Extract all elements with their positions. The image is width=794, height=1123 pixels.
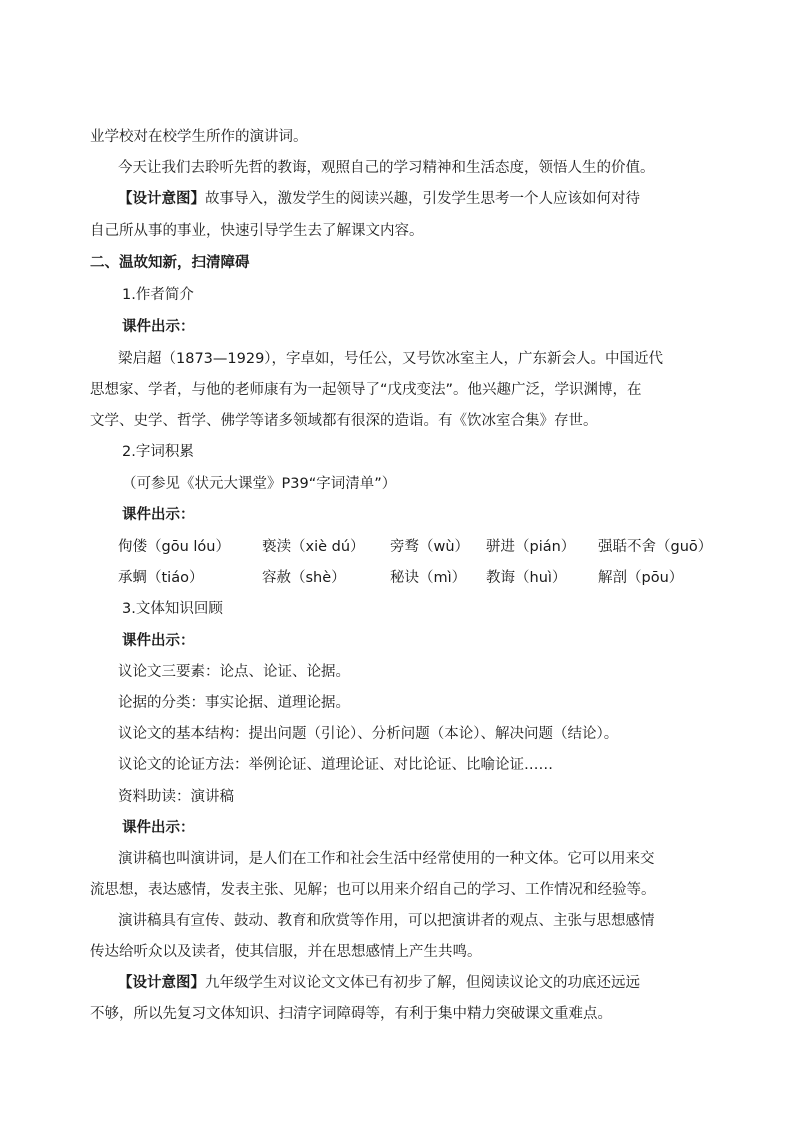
design-intent-tag: 【设计意图】 <box>118 975 205 991</box>
section-heading: 二、温故知新，扫清障碍 <box>90 255 250 271</box>
subsection-heading: 1.作者简介 <box>122 287 194 303</box>
text-line: 文学、史学、哲学、佛学等诸多领域都有很深的造诣。有《饮冰室合集》存世。 <box>90 413 598 429</box>
text-line: 论据的分类：事实论据、道理论据。 <box>118 695 350 711</box>
text-line: 不够，所以先复习文体知识、扫清字词障碍等，有利于集中精力突破课文重难点。 <box>90 1006 612 1022</box>
word-item: 秘诀（mì） <box>390 570 467 586</box>
text-line: 今天让我们去聆听先哲的教诲，观照自己的学习精神和生活态度，领悟人生的价值。 <box>118 160 655 176</box>
text-line: 议论文的论证方法：举例论证、道理论证、对比论证、比喻论证…… <box>118 757 553 773</box>
text-line: 流思想，表达感情，发表主张、见解；也可以用来介绍自己的学习、工作情况和经验等。 <box>90 882 656 898</box>
text-line: 演讲稿具有宣传、鼓动、教育和欣赏等作用，可以把演讲者的观点、主张与思想感情 <box>118 913 655 929</box>
design-intent-text: 九年级学生对议论文文体已有初步了解，但阅读议论文的功底还远远 <box>205 975 640 991</box>
word-item: 旁骛（wù） <box>390 539 470 555</box>
word-item: 承蜩（tiáo） <box>118 570 204 586</box>
text-line: 议论文的基本结构：提出问题（引论）、分析问题（本论）、解决问题（结论）。 <box>118 726 619 742</box>
courseware-label: 课件出示： <box>122 633 195 649</box>
courseware-label: 课件出示： <box>122 319 195 335</box>
subsection-heading: 3.文体知识回顾 <box>122 601 223 617</box>
text-line: 演讲稿也叫演讲词，是人们在工作和社会生活中经常使用的一种文体。它可以用来交 <box>118 851 655 867</box>
text-line: 业学校对在校学生所作的演讲词。 <box>90 129 308 145</box>
design-intent-tag: 【设计意图】 <box>118 191 205 207</box>
text-line: 思想家、学者，与他的老师康有为一起领导了“戊戌变法”。他兴趣广泛，学识渊博，在 <box>90 382 642 398</box>
text-line: 梁启超（1873—1929），字卓如，号任公，又号饮冰室主人，广东新会人。中国近代 <box>118 351 664 367</box>
word-item: 教诲（huì） <box>486 570 567 586</box>
text-line: 议论文三要素：论点、论证、论据。 <box>118 664 350 680</box>
reference-note: （可参见《状元大课堂》P39“字词清单”） <box>122 476 397 492</box>
courseware-label: 课件出示： <box>122 820 195 836</box>
subsection-heading: 2.字词积累 <box>122 444 194 460</box>
design-intent-line <box>118 973 640 993</box>
text-line: 传达给听众以及读者，使其信服，并在思想感情上产生共鸣。 <box>90 944 482 960</box>
word-item: 容赦（shè） <box>262 570 346 586</box>
design-intent-text: 故事导入，激发学生的阅读兴趣，引发学生思考一个人应该如何对待 <box>205 191 640 207</box>
design-intent-line <box>118 189 640 209</box>
word-item: 骈进（pián） <box>486 539 576 555</box>
word-item: 佝偻（gōu lóu） <box>118 539 230 555</box>
word-item: 亵渎（xiè dú） <box>262 539 365 555</box>
courseware-label: 课件出示： <box>122 507 195 523</box>
text-line: 自己所从事的事业，快速引导学生去了解课文内容。 <box>90 223 424 239</box>
word-item: 强聒不舍（guō） <box>598 539 713 555</box>
text-line: 资料助读：演讲稿 <box>118 789 234 805</box>
word-item: 解剖（pōu） <box>598 570 684 586</box>
